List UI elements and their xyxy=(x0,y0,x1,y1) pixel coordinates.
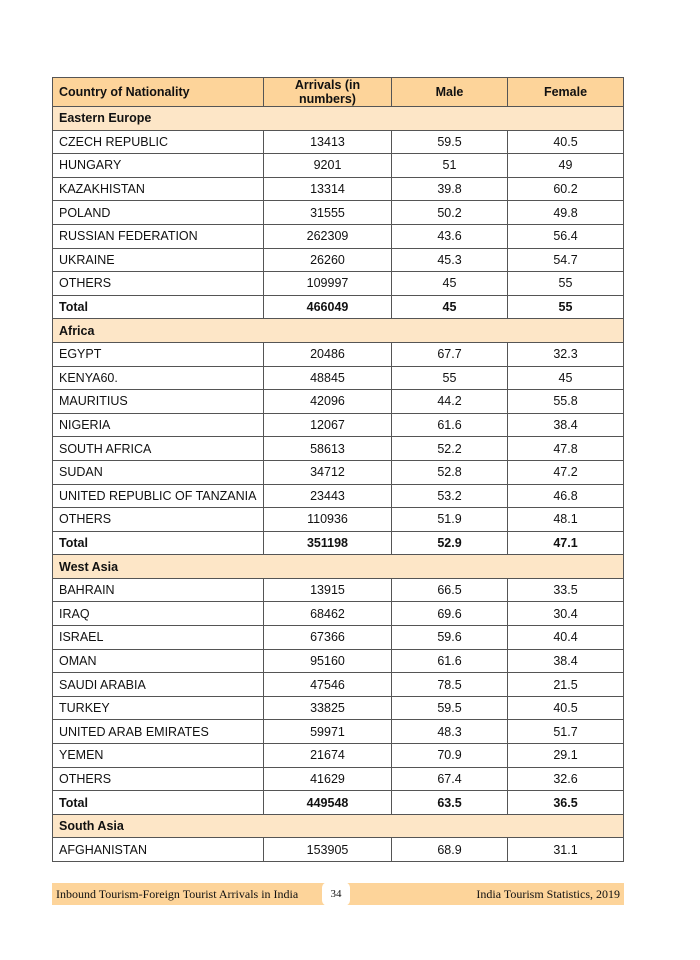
male-cell: 55 xyxy=(392,366,508,390)
female-cell: 33.5 xyxy=(508,578,624,602)
region-label: South Asia xyxy=(53,814,624,838)
arrivals-cell: 59971 xyxy=(264,720,392,744)
female-cell: 51.7 xyxy=(508,720,624,744)
male-cell: 52.2 xyxy=(392,437,508,461)
arrivals-cell: 9201 xyxy=(264,154,392,178)
male-cell: 70.9 xyxy=(392,744,508,768)
female-cell: 32.6 xyxy=(508,767,624,791)
country-cell: UNITED REPUBLIC OF TANZANIA xyxy=(53,484,264,508)
male-cell: 52.9 xyxy=(392,531,508,555)
arrivals-cell: 466049 xyxy=(264,295,392,319)
country-cell: RUSSIAN FEDERATION xyxy=(53,224,264,248)
country-cell: EGYPT xyxy=(53,342,264,366)
table-row xyxy=(53,460,624,484)
female-cell: 47.8 xyxy=(508,437,624,461)
arrivals-cell: 109997 xyxy=(264,272,392,296)
table-row xyxy=(53,649,624,673)
arrivals-cell: 33825 xyxy=(264,696,392,720)
male-cell: 53.2 xyxy=(392,484,508,508)
female-cell: 45 xyxy=(508,366,624,390)
country-cell: Total xyxy=(53,531,264,555)
country-cell: Total xyxy=(53,791,264,815)
female-cell: 38.4 xyxy=(508,413,624,437)
table-row xyxy=(53,248,624,272)
arrivals-cell: 153905 xyxy=(264,838,392,862)
country-cell: AFGHANISTAN xyxy=(53,838,264,862)
male-cell: 61.6 xyxy=(392,413,508,437)
footer-title: Inbound Tourism-Foreign Tourist Arrivals in India xyxy=(56,887,299,901)
country-cell: BAHRAIN xyxy=(53,578,264,602)
male-cell: 78.5 xyxy=(392,673,508,697)
arrivals-cell: 23443 xyxy=(264,484,392,508)
table-row xyxy=(53,342,624,366)
female-cell: 30.4 xyxy=(508,602,624,626)
country-cell: NIGERIA xyxy=(53,413,264,437)
table-row xyxy=(53,130,624,154)
arrivals-cell: 12067 xyxy=(264,413,392,437)
table-row xyxy=(53,673,624,697)
table-row xyxy=(53,720,624,744)
arrivals-cell: 34712 xyxy=(264,460,392,484)
region-row xyxy=(53,319,624,343)
male-cell: 68.9 xyxy=(392,838,508,862)
male-cell: 52.8 xyxy=(392,460,508,484)
region-label: Eastern Europe xyxy=(53,107,624,131)
table-row xyxy=(53,602,624,626)
country-cell: ISRAEL xyxy=(53,626,264,650)
male-cell: 51.9 xyxy=(392,508,508,532)
arrivals-cell: 13915 xyxy=(264,578,392,602)
page-footer xyxy=(52,883,624,905)
country-cell: SAUDI ARABIA xyxy=(53,673,264,697)
table-row xyxy=(53,578,624,602)
arrivals-cell: 67366 xyxy=(264,626,392,650)
female-cell: 40.5 xyxy=(508,130,624,154)
country-cell: KENYA60. xyxy=(53,366,264,390)
arrivals-cell: 262309 xyxy=(264,224,392,248)
female-cell: 49 xyxy=(508,154,624,178)
male-cell: 63.5 xyxy=(392,791,508,815)
country-cell: MAURITIUS xyxy=(53,390,264,414)
region-row xyxy=(53,814,624,838)
arrivals-cell: 48845 xyxy=(264,366,392,390)
header-female: Female xyxy=(508,78,624,107)
country-cell: CZECH REPUBLIC xyxy=(53,130,264,154)
table-header-row xyxy=(53,78,624,107)
table-row xyxy=(53,154,624,178)
header-country: Country of Nationality xyxy=(53,78,264,107)
female-cell: 49.8 xyxy=(508,201,624,225)
arrivals-cell: 21674 xyxy=(264,744,392,768)
total-row xyxy=(53,295,624,319)
female-cell: 47.2 xyxy=(508,460,624,484)
male-cell: 48.3 xyxy=(392,720,508,744)
female-cell: 60.2 xyxy=(508,177,624,201)
male-cell: 45 xyxy=(392,295,508,319)
table-body xyxy=(53,107,624,862)
arrivals-cell: 58613 xyxy=(264,437,392,461)
table-row xyxy=(53,437,624,461)
table-row xyxy=(53,484,624,508)
country-cell: IRAQ xyxy=(53,602,264,626)
male-cell: 67.4 xyxy=(392,767,508,791)
arrivals-cell: 42096 xyxy=(264,390,392,414)
page-number: 34 xyxy=(322,882,350,906)
arrivals-cell: 31555 xyxy=(264,201,392,225)
female-cell: 55.8 xyxy=(508,390,624,414)
arrivals-cell: 26260 xyxy=(264,248,392,272)
female-cell: 32.3 xyxy=(508,342,624,366)
country-cell: OMAN xyxy=(53,649,264,673)
table-row xyxy=(53,767,624,791)
table-row xyxy=(53,224,624,248)
male-cell: 59.5 xyxy=(392,130,508,154)
male-cell: 39.8 xyxy=(392,177,508,201)
arrivals-cell: 13314 xyxy=(264,177,392,201)
arrivals-table xyxy=(52,77,624,862)
female-cell: 55 xyxy=(508,295,624,319)
country-cell: OTHERS xyxy=(53,508,264,532)
female-cell: 36.5 xyxy=(508,791,624,815)
table-row xyxy=(53,201,624,225)
male-cell: 45 xyxy=(392,272,508,296)
female-cell: 48.1 xyxy=(508,508,624,532)
female-cell: 54.7 xyxy=(508,248,624,272)
country-cell: POLAND xyxy=(53,201,264,225)
total-row xyxy=(53,791,624,815)
table-row xyxy=(53,744,624,768)
arrivals-cell: 110936 xyxy=(264,508,392,532)
arrivals-cell: 47546 xyxy=(264,673,392,697)
arrivals-cell: 13413 xyxy=(264,130,392,154)
female-cell: 40.4 xyxy=(508,626,624,650)
country-cell: SUDAN xyxy=(53,460,264,484)
country-cell: UKRAINE xyxy=(53,248,264,272)
table-row xyxy=(53,390,624,414)
country-cell: YEMEN xyxy=(53,744,264,768)
table-row xyxy=(53,508,624,532)
arrivals-cell: 68462 xyxy=(264,602,392,626)
arrivals-cell: 95160 xyxy=(264,649,392,673)
arrivals-cell: 449548 xyxy=(264,791,392,815)
table-row xyxy=(53,272,624,296)
female-cell: 46.8 xyxy=(508,484,624,508)
total-row xyxy=(53,531,624,555)
footer-publication: India Tourism Statistics, 2019 xyxy=(476,887,620,901)
male-cell: 44.2 xyxy=(392,390,508,414)
female-cell: 47.1 xyxy=(508,531,624,555)
arrivals-cell: 41629 xyxy=(264,767,392,791)
country-cell: HUNGARY xyxy=(53,154,264,178)
male-cell: 59.6 xyxy=(392,626,508,650)
male-cell: 51 xyxy=(392,154,508,178)
male-cell: 45.3 xyxy=(392,248,508,272)
female-cell: 21.5 xyxy=(508,673,624,697)
female-cell: 40.5 xyxy=(508,696,624,720)
table-row xyxy=(53,177,624,201)
female-cell: 55 xyxy=(508,272,624,296)
country-cell: Total xyxy=(53,295,264,319)
arrivals-cell: 20486 xyxy=(264,342,392,366)
table-row xyxy=(53,366,624,390)
male-cell: 66.5 xyxy=(392,578,508,602)
country-cell: UNITED ARAB EMIRATES xyxy=(53,720,264,744)
region-label: West Asia xyxy=(53,555,624,579)
male-cell: 59.5 xyxy=(392,696,508,720)
table-row xyxy=(53,626,624,650)
female-cell: 56.4 xyxy=(508,224,624,248)
region-row xyxy=(53,107,624,131)
country-cell: SOUTH AFRICA xyxy=(53,437,264,461)
male-cell: 67.7 xyxy=(392,342,508,366)
country-cell: OTHERS xyxy=(53,272,264,296)
male-cell: 61.6 xyxy=(392,649,508,673)
country-cell: TURKEY xyxy=(53,696,264,720)
male-cell: 50.2 xyxy=(392,201,508,225)
female-cell: 29.1 xyxy=(508,744,624,768)
arrivals-cell: 351198 xyxy=(264,531,392,555)
header-arrivals: Arrivals (in numbers) xyxy=(264,78,392,107)
table-row xyxy=(53,838,624,862)
male-cell: 69.6 xyxy=(392,602,508,626)
header-male: Male xyxy=(392,78,508,107)
country-cell: KAZAKHISTAN xyxy=(53,177,264,201)
table-row xyxy=(53,696,624,720)
male-cell: 43.6 xyxy=(392,224,508,248)
region-label: Africa xyxy=(53,319,624,343)
table-row xyxy=(53,413,624,437)
female-cell: 38.4 xyxy=(508,649,624,673)
country-cell: OTHERS xyxy=(53,767,264,791)
region-row xyxy=(53,555,624,579)
female-cell: 31.1 xyxy=(508,838,624,862)
